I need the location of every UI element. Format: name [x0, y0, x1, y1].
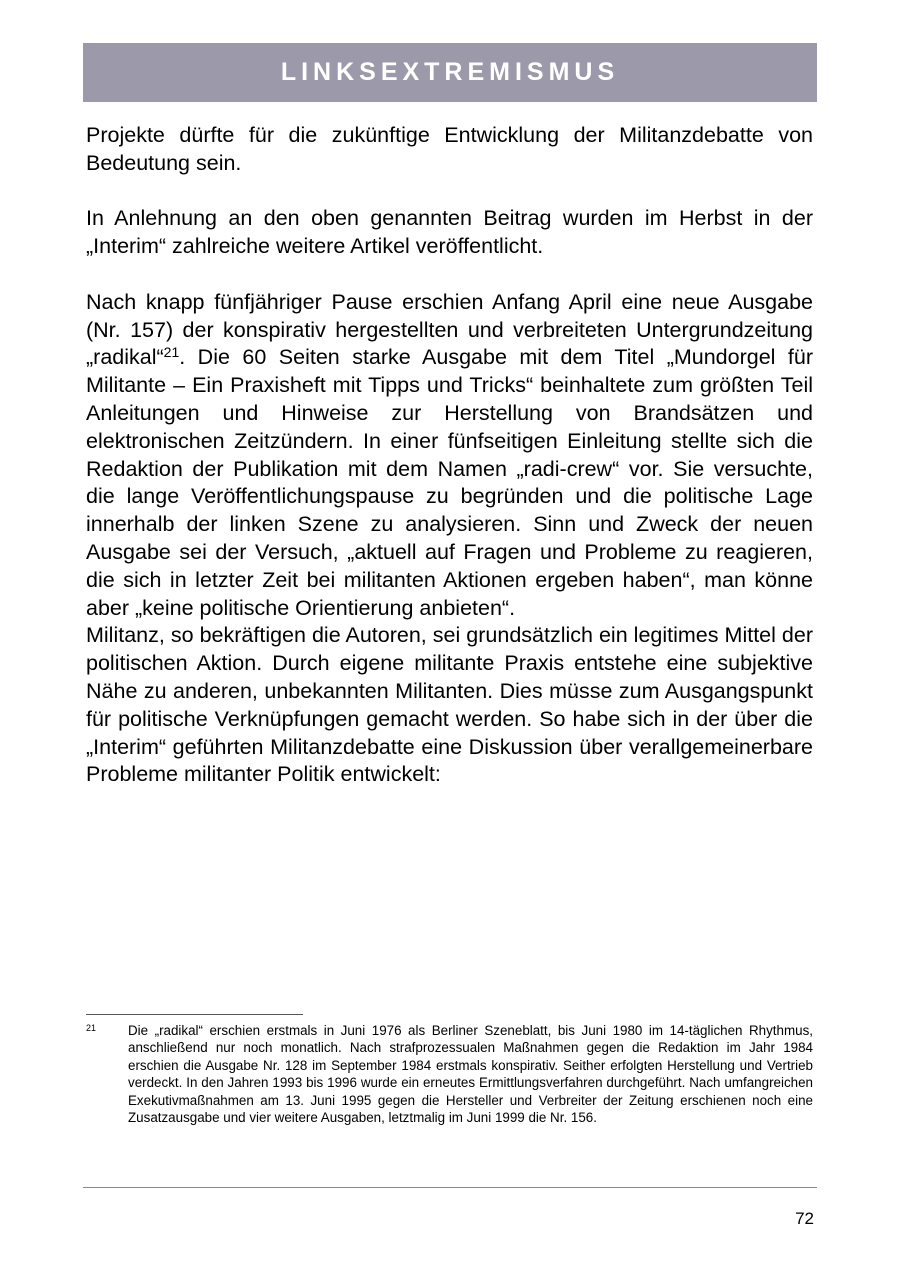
paragraph-text: Nach knapp fünfjähriger Pause erschien Anfang April eine neue Ausgabe (Nr. 157) der konspirativ hergestellten und verbreiteten Untergrundzeitung „radikal“ [86, 289, 813, 370]
chapter-title: LINKSEXTREMISMUS [280, 58, 620, 86]
main-text [86, 122, 813, 789]
chapter-header-bar [83, 43, 817, 102]
paragraph [86, 289, 813, 623]
footer-divider [83, 1187, 817, 1188]
paragraph: In Anlehnung an den oben genannten Beitrag wurden im Herbst in der „Interim“ zahlreiche weitere Artikel veröffentlicht. [86, 206, 813, 259]
paragraph: Projekte dürfte für die zukünftige Entwicklung der Militanzdebatte von Bedeutung sein. [86, 123, 813, 175]
footnote [86, 1022, 813, 1126]
footnote-reference[interactable]: 21 [163, 344, 180, 361]
footnote-number: 21 [86, 1023, 97, 1033]
page-number: 72 [795, 1209, 814, 1228]
footnote-text: Die „radikal“ erschien erstmals in Juni 1976 als Berliner Szeneblatt, bis Juni 1980 im 14-täglichen Rhythmus, anschließend nur noch monatlich. Nach strafprozessualen Maßnahmen gegen die Redaktion im Jahr 1984 erschien die Ausgabe Nr. 128 im September 1984 erstmals konspirativ. Seither erfolgten Herstellung und Vertrieb verdeckt. In den Jahren 1993 bis 1996 wurde ein erneutes Ermittlungsverfahren durchgeführt. Nach umfangreichen Exekutivmaßnahmen am 13. Juni 1995 gegen die Hersteller und Verbreiter der Zeitung erschienen noch eine Zusatzausgabe und vier weitere Ausgaben, letztmalig im Juni 1999 die Nr. 156. [128, 1023, 813, 1126]
paragraph-text: . Die 60 Seiten starke Ausgabe mit dem Titel „Mundorgel für Militante – Ein Praxisheft mit Tipps und Tricks“ beinhaltete zum größten Teil Anleitungen und Hinweise zur Herstellung von Brandsätzen und elektronischen Zeitzündern. In einer fünfseitigen Einleitung stellte sich die Redaktion der Publikation mit dem Namen „radi-crew“ vor. Sie versuchte, die lange Veröffentlichungspause zu begründen und die politische Lage innerhalb der linken Szene zu analysieren. Sinn und Zweck der neuen Ausgabe sei der Versuch, „aktuell auf Fragen und Probleme zu reagieren, die sich in letzter Zeit bei militanten Aktionen ergeben haben“, man könne aber „keine politische Orientierung anbieten“. [86, 345, 813, 620]
paragraph: Militanz, so bekräftigen die Autoren, sei grundsätzlich ein legitimes Mittel der politischen Aktion. Durch eigene militante Praxis entstehe eine subjektive Nähe zu anderen, unbekannten Militanten. Dies müsse zum Ausgangspunkt für politische Verknüpfungen gemacht werden. So habe sich in der über die „Interim“ geführten Militanzdebatte eine Diskussion über verallgemeinerbare Probleme militanter Politik entwickelt: [86, 623, 813, 787]
footnote-separator [86, 1014, 303, 1015]
